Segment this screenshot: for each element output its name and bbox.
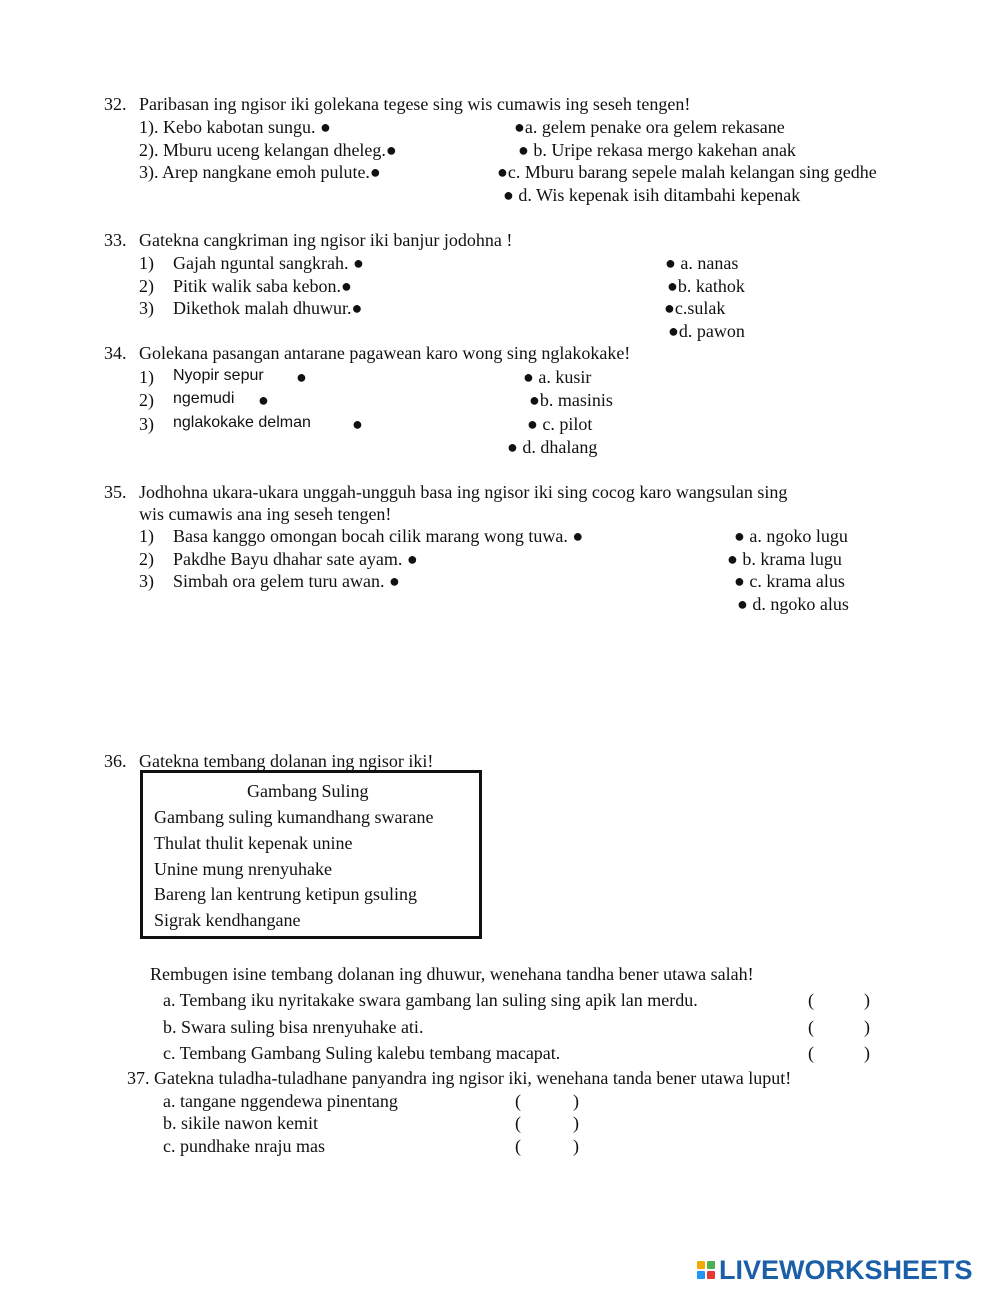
q32-right-d: ● d. Wis kepenak isih ditambahi kepenak [503, 185, 801, 205]
answer-box-36b[interactable]: ( ) [808, 1017, 870, 1037]
q33-num-3: 3) [139, 298, 154, 318]
q33-right-c: ●c.sulak [664, 298, 726, 318]
q35-number: 35. [104, 482, 127, 502]
q35-num-2: 2) [139, 549, 154, 569]
badge-square [707, 1271, 715, 1279]
poem-line-1: Gambang suling kumandhang swarane [154, 807, 434, 827]
q36-number: 36. [104, 751, 127, 771]
q32-question: Paribasan ing ngisor iki golekana tegese sing wis cumawis ing seseh tengen! [139, 94, 691, 114]
q34-right-b: ●b. masinis [529, 390, 613, 410]
q37-item-c: c. pundhake nraju mas [163, 1136, 325, 1156]
q36-item-b: b. Swara suling bisa nrenyuhake ati. [163, 1017, 424, 1037]
q32-right-c: ●c. Mburu barang sepele malah kelangan sing gedhe [497, 162, 877, 182]
q34-bullet-2[interactable]: ● [258, 390, 269, 410]
q36-instruction: Rembugen isine tembang dolanan ing dhuwur, wenehana tandha bener utawa salah! [150, 964, 754, 984]
liveworksheets-logo [697, 1256, 973, 1284]
q34-left-3: nglakokake delman [173, 414, 311, 431]
answer-box-36c[interactable]: ( ) [808, 1043, 870, 1063]
q34-bullet-1[interactable]: ● [296, 367, 307, 387]
poem-title: Gambang Suling [247, 781, 369, 801]
q35-question-line2: wis cumawis ana ing seseh tengen! [139, 504, 392, 524]
poem-line-4: Bareng lan kentrung ketipun gsuling [154, 884, 417, 904]
q32-left-3: 3). Arep nangkane emoh pulute.● [139, 162, 381, 182]
answer-box-36a[interactable]: ( ) [808, 990, 870, 1010]
q35-left-1: Basa kanggo omongan bocah cilik marang wong tuwa. ● [173, 526, 584, 546]
q35-question-line1: Jodhohna ukara-ukara unggah-ungguh basa ing ngisor iki sing cocog karo wangsulan sing [139, 482, 788, 502]
q36-item-a: a. Tembang iku nyritakake swara gambang lan suling sing apik lan merdu. [163, 990, 698, 1010]
q35-num-1: 1) [139, 526, 154, 546]
liveworksheets-badge-icon [697, 1261, 715, 1279]
q32-left-1: 1). Kebo kabotan sungu. ● [139, 117, 331, 137]
q33-number: 33. [104, 230, 127, 250]
q33-num-2: 2) [139, 276, 154, 296]
q33-question: Gatekna cangkriman ing ngisor iki banjur jodohna ! [139, 230, 513, 250]
q34-question: Golekana pasangan antarane pagawean karo wong sing nglakokake! [139, 343, 631, 363]
q35-right-b: ● b. krama lugu [727, 549, 842, 569]
q33-right-d: ●d. pawon [668, 321, 745, 341]
q35-left-3: Simbah ora gelem turu awan. ● [173, 571, 400, 591]
badge-square [697, 1271, 705, 1279]
q33-left-3: Dikethok malah dhuwur.● [173, 298, 363, 318]
q33-right-b: ●b. kathok [667, 276, 745, 296]
q36-item-c: c. Tembang Gambang Suling kalebu tembang macapat. [163, 1043, 561, 1063]
q32-right-a: ●a. gelem penake ora gelem rekasane [514, 117, 785, 137]
q34-right-a: ● a. kusir [523, 367, 592, 387]
q34-num-1: 1) [139, 367, 154, 387]
answer-box-37c[interactable]: ( ) [515, 1136, 579, 1156]
q34-num-2: 2) [139, 390, 154, 410]
q35-num-3: 3) [139, 571, 154, 591]
q33-left-1: Gajah nguntal sangkrah. ● [173, 253, 364, 273]
q34-right-c: ● c. pilot [527, 414, 593, 434]
q33-num-1: 1) [139, 253, 154, 273]
q37-item-b: b. sikile nawon kemit [163, 1113, 318, 1133]
q35-left-2: Pakdhe Bayu dhahar sate ayam. ● [173, 549, 418, 569]
q33-left-2: Pitik walik saba kebon.● [173, 276, 352, 296]
q32-left-2: 2). Mburu uceng kelangan dheleg.● [139, 140, 397, 160]
q34-left-1: Nyopir sepur [173, 367, 264, 384]
liveworksheets-wordmark: LIVEWORKSHEETS [719, 1254, 973, 1285]
poem-line-5: Sigrak kendhangane [154, 910, 301, 930]
q32-number: 32. [104, 94, 127, 114]
q37-question: 37. Gatekna tuladha-tuladhane panyandra ing ngisor iki, wenehana tanda bener utawa luput! [127, 1068, 792, 1088]
q34-number: 34. [104, 343, 127, 363]
badge-square [697, 1261, 705, 1269]
answer-box-37a[interactable]: ( ) [515, 1091, 579, 1111]
poem-line-3: Unine mung nrenyuhake [154, 859, 332, 879]
poem-line-2: Thulat thulit kepenak unine [154, 833, 353, 853]
q37-item-a: a. tangane nggendewa pinentang [163, 1091, 398, 1111]
q34-right-d: ● d. dhalang [507, 437, 598, 457]
q34-left-2: ngemudi [173, 390, 235, 407]
q36-question: Gatekna tembang dolanan ing ngisor iki! [139, 751, 434, 771]
q35-right-a: ● a. ngoko lugu [734, 526, 848, 546]
q34-bullet-3[interactable]: ● [352, 414, 363, 434]
q35-right-d: ● d. ngoko alus [737, 594, 849, 614]
q35-right-c: ● c. krama alus [734, 571, 845, 591]
q32-right-b: ● b. Uripe rekasa mergo kakehan anak [518, 140, 796, 160]
q33-right-a: ● a. nanas [665, 253, 739, 273]
badge-square [707, 1261, 715, 1269]
q34-num-3: 3) [139, 414, 154, 434]
answer-box-37b[interactable]: ( ) [515, 1113, 579, 1133]
